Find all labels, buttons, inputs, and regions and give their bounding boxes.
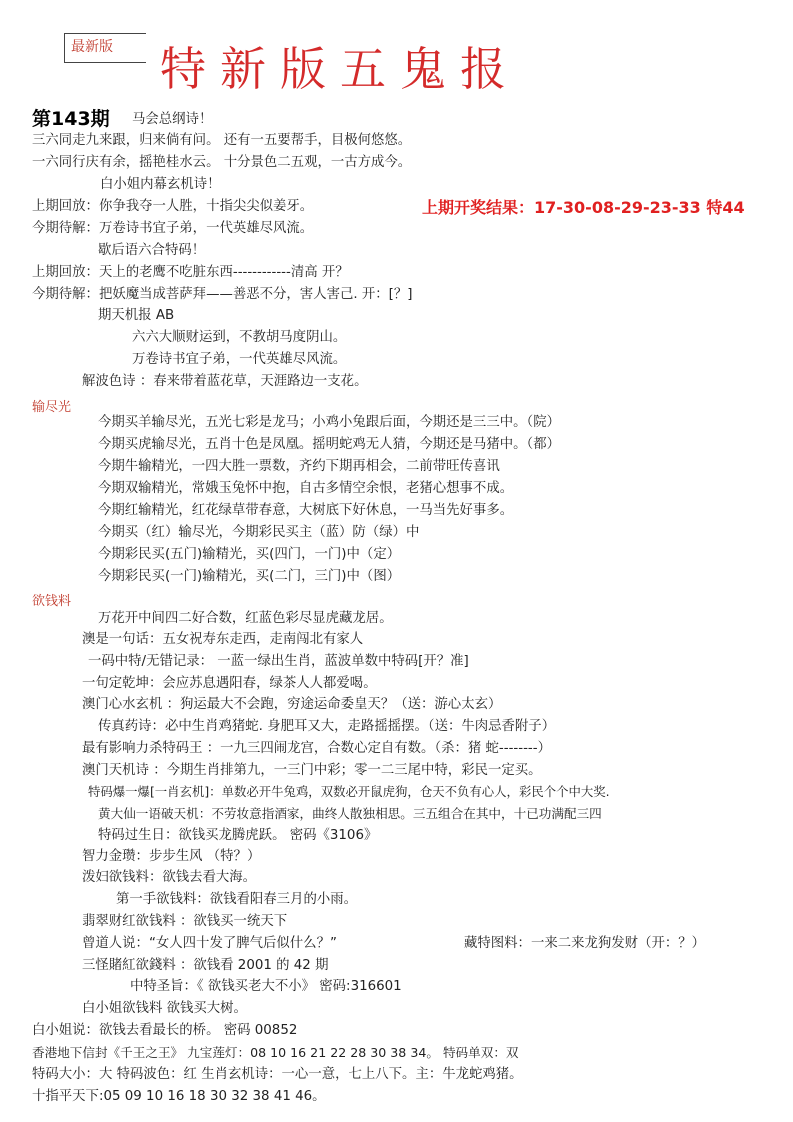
- section-label-money: 欲钱料: [32, 594, 72, 609]
- text-line: 传真药诗：必中生肖鸡猪蛇. 身肥耳又大，走路摇摇摆。（送：牛肉忌香附子）: [98, 719, 556, 734]
- text-line: 智力金瓒：步步生风 （特？）: [82, 849, 261, 864]
- text-line: 三怪賭紅欲錢料 ：欲钱看 2001 的 42 期: [82, 958, 329, 973]
- text-line: 泼妇欲钱料：欲钱去看大海。: [82, 870, 257, 885]
- text-line: 解波色诗 ：春来带着蓝花草，天涯路边一支花。: [82, 374, 368, 389]
- text-line: 今期买虎输尽光，五肖十色是凤凰。摇明蛇鸡无人猜，今期还是马猪中。（都）: [98, 437, 560, 452]
- text-line: 香港地下信封《千王之王》 九宝莲灯：08 10 16 21 22 28 30 38 34。 特码单双：双: [32, 1045, 519, 1060]
- text-line: 十指平天下:05 09 10 16 18 30 32 38 41 46。: [32, 1089, 326, 1104]
- text-line: 万卷诗书宜子弟，一代英雄尽风流。: [132, 352, 347, 367]
- text-line: 今期待解：把妖魔当成菩萨拜——善恶不分，害人害己. 开：[？]: [32, 287, 413, 302]
- edition-badge: 最新版: [64, 33, 146, 63]
- text-line: 黄大仙一语破天机：不劳妆意指酒家，曲终人散独相思。三五组合在其中，十已功满配三四: [98, 806, 602, 821]
- text-line: 今期买羊输尽光，五光七彩是龙马；小鸡小兔跟后面，今期还是三三中。（院）: [98, 415, 560, 430]
- text-line: 特码大小：大 特码波色：红 生肖玄机诗：一心一意，七上八下。主：牛龙蛇鸡猪。: [32, 1067, 523, 1082]
- text-line: 今期待解：万卷诗书宜子弟，一代英雄尽风流。: [32, 221, 314, 236]
- text-line: 上期回放：你争我夺一人胜，十指尖尖似姜牙。: [32, 199, 314, 214]
- text-line: 上期回放：天上的老鹰不吃脏东西------------清高 开？: [32, 265, 349, 280]
- text-line: 曾道人说：“女人四十发了脾气后似什么？”: [82, 936, 337, 951]
- page-title: 特新版五鬼报: [160, 42, 520, 96]
- text-line: 今期双输精光，常娥玉兔怀中抱，自古多情空余恨，老猪心想事不成。: [98, 481, 514, 496]
- last-draw-result: 上期开奖结果：17-30-08-29-23-33 特44: [422, 198, 745, 217]
- text-line: 今期买（红）输尽光，今期彩民买主（蓝）防（绿）中: [98, 525, 420, 540]
- section-label-lose: 输尽光: [32, 400, 72, 415]
- text-line: 藏特图料：一来二来龙狗发财（开：？）: [464, 936, 706, 951]
- text-line: 六六大顺财运到，不教胡马度阴山。: [132, 330, 347, 345]
- text-line: 最有影响力杀特码王 ：一九三四闹龙宫，合数心定自有数。（杀：猪 蛇--------）: [82, 741, 551, 756]
- text-line: 今期红输精光，红花绿草带春意，大树底下好休息，一马当先好事多。: [98, 503, 514, 518]
- text-line: 今期彩民买(一门)输精光，买(二门，三门)中（图）: [98, 569, 401, 584]
- issue-number: 第143期: [32, 108, 110, 130]
- text-line: 特码爆一爆[一肖玄机]：单数必开牛兔鸡，双数必开鼠虎狗，仓天不负有心人，彩民个个中大奖.: [88, 784, 610, 799]
- text-line: 一码中特/无错记录： 一蓝一绿出生肖，蓝波单数中特码[开？准]: [88, 654, 469, 669]
- text-line: 今期牛输精光，一四大胜一票数，齐约下期再相会，二前带旺传喜讯: [98, 459, 500, 474]
- text-line: 一句定乾坤：会应苏息遇阳春，绿茶人人都爱喝。: [82, 676, 377, 691]
- text-line: 马会总纲诗！: [132, 112, 213, 127]
- text-line: 澳门天机诗 ：今期生肖排第九，一三门中彩；零一二三尾中特，彩民一定买。: [82, 763, 542, 778]
- text-line: 万花开中间四二好合数，红蓝色彩尽显虎藏龙居。: [98, 611, 393, 626]
- text-line: 歇后语六合特码！: [98, 243, 206, 258]
- text-line: 白小姐说：欲钱去看最长的桥。 密码 00852: [32, 1023, 298, 1038]
- text-line: 今期彩民买(五门)输精光，买(四门，一门)中（定）: [98, 547, 401, 562]
- text-line: 特码过生日：欲钱买龙腾虎跃。 密码《3106》: [98, 828, 378, 843]
- text-line: 澳门心水玄机 ：狗运最大不会跑，穷途运命委皇天？（送：游心太玄）: [82, 697, 502, 712]
- text-line: 翡翠财红欲钱料 ：欲钱买一统天下: [82, 914, 288, 929]
- text-line: 中特圣旨：《 欲钱买老大不小》 密码:316601: [130, 979, 402, 994]
- text-line: 澳是一句话：五女祝寿东走西，走南闯北有家人: [82, 632, 364, 647]
- text-line: 三六同走九来跟，归来倘有问。 还有一五要帮手，目极何悠悠。: [32, 133, 412, 148]
- text-line: 白小姐内幕玄机诗！: [100, 177, 221, 192]
- text-line: 期天机报 AB: [98, 308, 175, 323]
- text-line: 第一手欲钱料：欲钱看阳春三月的小雨。: [116, 892, 358, 907]
- text-line: 白小姐欲钱料 欲钱买大树。: [82, 1001, 247, 1016]
- text-line: 一六同行庆有余，摇艳桂水云。 十分景色二五观，一古方成今。: [32, 155, 412, 170]
